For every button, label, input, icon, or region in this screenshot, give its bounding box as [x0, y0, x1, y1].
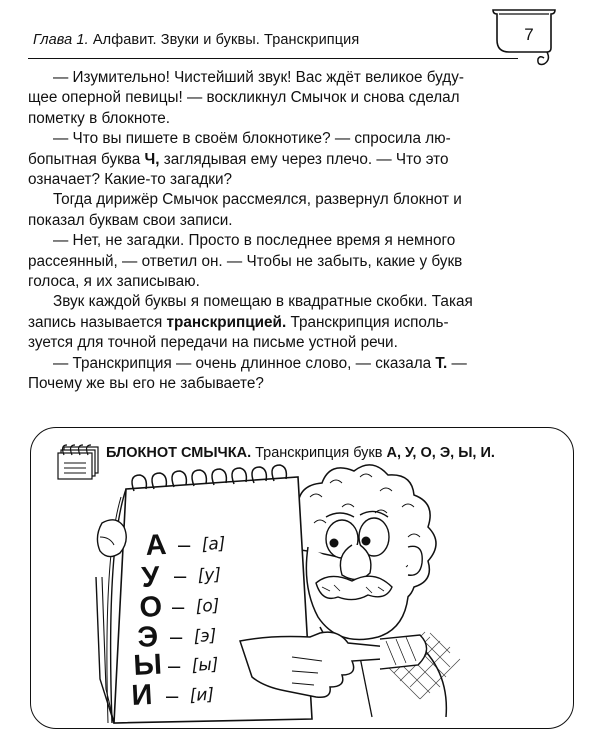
notebook-title-letters: А, У, О, Э, Ы, И.	[386, 445, 495, 461]
letter-i: И	[130, 678, 154, 712]
notebook-icon	[58, 445, 98, 479]
paragraph-cont: означает? Какие-то загадки?	[28, 171, 232, 189]
paragraph-cont: бопытная буква Ч, заглядывая ему через плечо. — Что это	[28, 150, 449, 168]
conductor-notebook-illustration	[30, 427, 574, 729]
chapter-label: Глава 1.	[33, 32, 89, 48]
dash: –	[170, 624, 183, 649]
paragraph-cont: запись называется транскрипцией. Транскрипция исполь-	[28, 313, 449, 331]
dash: –	[168, 653, 181, 678]
paragraph-cont: Почему же вы его не забываете?	[28, 375, 264, 393]
dash: –	[166, 683, 179, 708]
running-header	[28, 28, 518, 59]
term-transcription: транскрипцией.	[166, 313, 287, 331]
transcription-i: [и]	[189, 684, 215, 706]
paragraph: — Нет, не загадки. Просто в последнее время я немного	[53, 232, 456, 250]
page-number: 7	[524, 25, 534, 44]
paragraph: Звук каждой буквы я помещаю в квадратные скобки. Такая	[53, 293, 473, 311]
notebook-title-text: Транскрипция букв	[255, 445, 383, 461]
paragraph-cont: рассеянный, — ответил он. — Чтобы не забыть, какие у букв	[28, 252, 463, 270]
letter-ch: Ч,	[144, 150, 160, 168]
letter-u: У	[140, 561, 161, 594]
chapter-heading	[33, 32, 359, 48]
dash: –	[178, 532, 191, 557]
paragraph-cont: показал буквам свои записи.	[28, 211, 233, 229]
letter-e: Э	[136, 620, 159, 654]
paragraph: Тогда дирижёр Смычок рассмеялся, развернул блокнот и	[53, 191, 462, 209]
letter-y: Ы	[132, 648, 163, 682]
paragraph-cont: зуется для точной передачи на письме устной речи.	[28, 334, 398, 352]
transcription-o: [о]	[195, 595, 220, 617]
notebook-title-bold: БЛОКНОТ СМЫЧКА.	[106, 445, 252, 461]
paragraph-cont: пометку в блокноте.	[28, 109, 171, 127]
paragraph: — Транскрипция — очень длинное слово, — сказала Т. —	[53, 354, 467, 372]
transcription-e: [э]	[193, 625, 217, 647]
letter-o: О	[138, 590, 163, 624]
chapter-title: Алфавит. Звуки и буквы. Транскрипция	[92, 32, 360, 48]
paragraph: — Изумительно! Чистейший звук! Вас ждёт великое буду-	[53, 69, 464, 86]
paragraph-cont: щее оперной певицы! — воскликнул Смычок и снова сделал	[28, 89, 460, 107]
notebook-title	[106, 445, 495, 461]
letter-a: А	[144, 528, 168, 562]
dash: –	[174, 563, 187, 588]
transcription-u: [у]	[197, 564, 222, 586]
letter-t: Т.	[435, 354, 448, 372]
paragraph-cont: голоса, я их записываю.	[28, 273, 200, 291]
transcription-y: [ы]	[191, 654, 219, 676]
paragraph: — Что вы пишете в своём блокнотике? — спросила лю-	[53, 130, 451, 148]
dash: –	[172, 594, 185, 619]
transcription-a: [а]	[201, 533, 226, 555]
body-text	[28, 68, 528, 395]
